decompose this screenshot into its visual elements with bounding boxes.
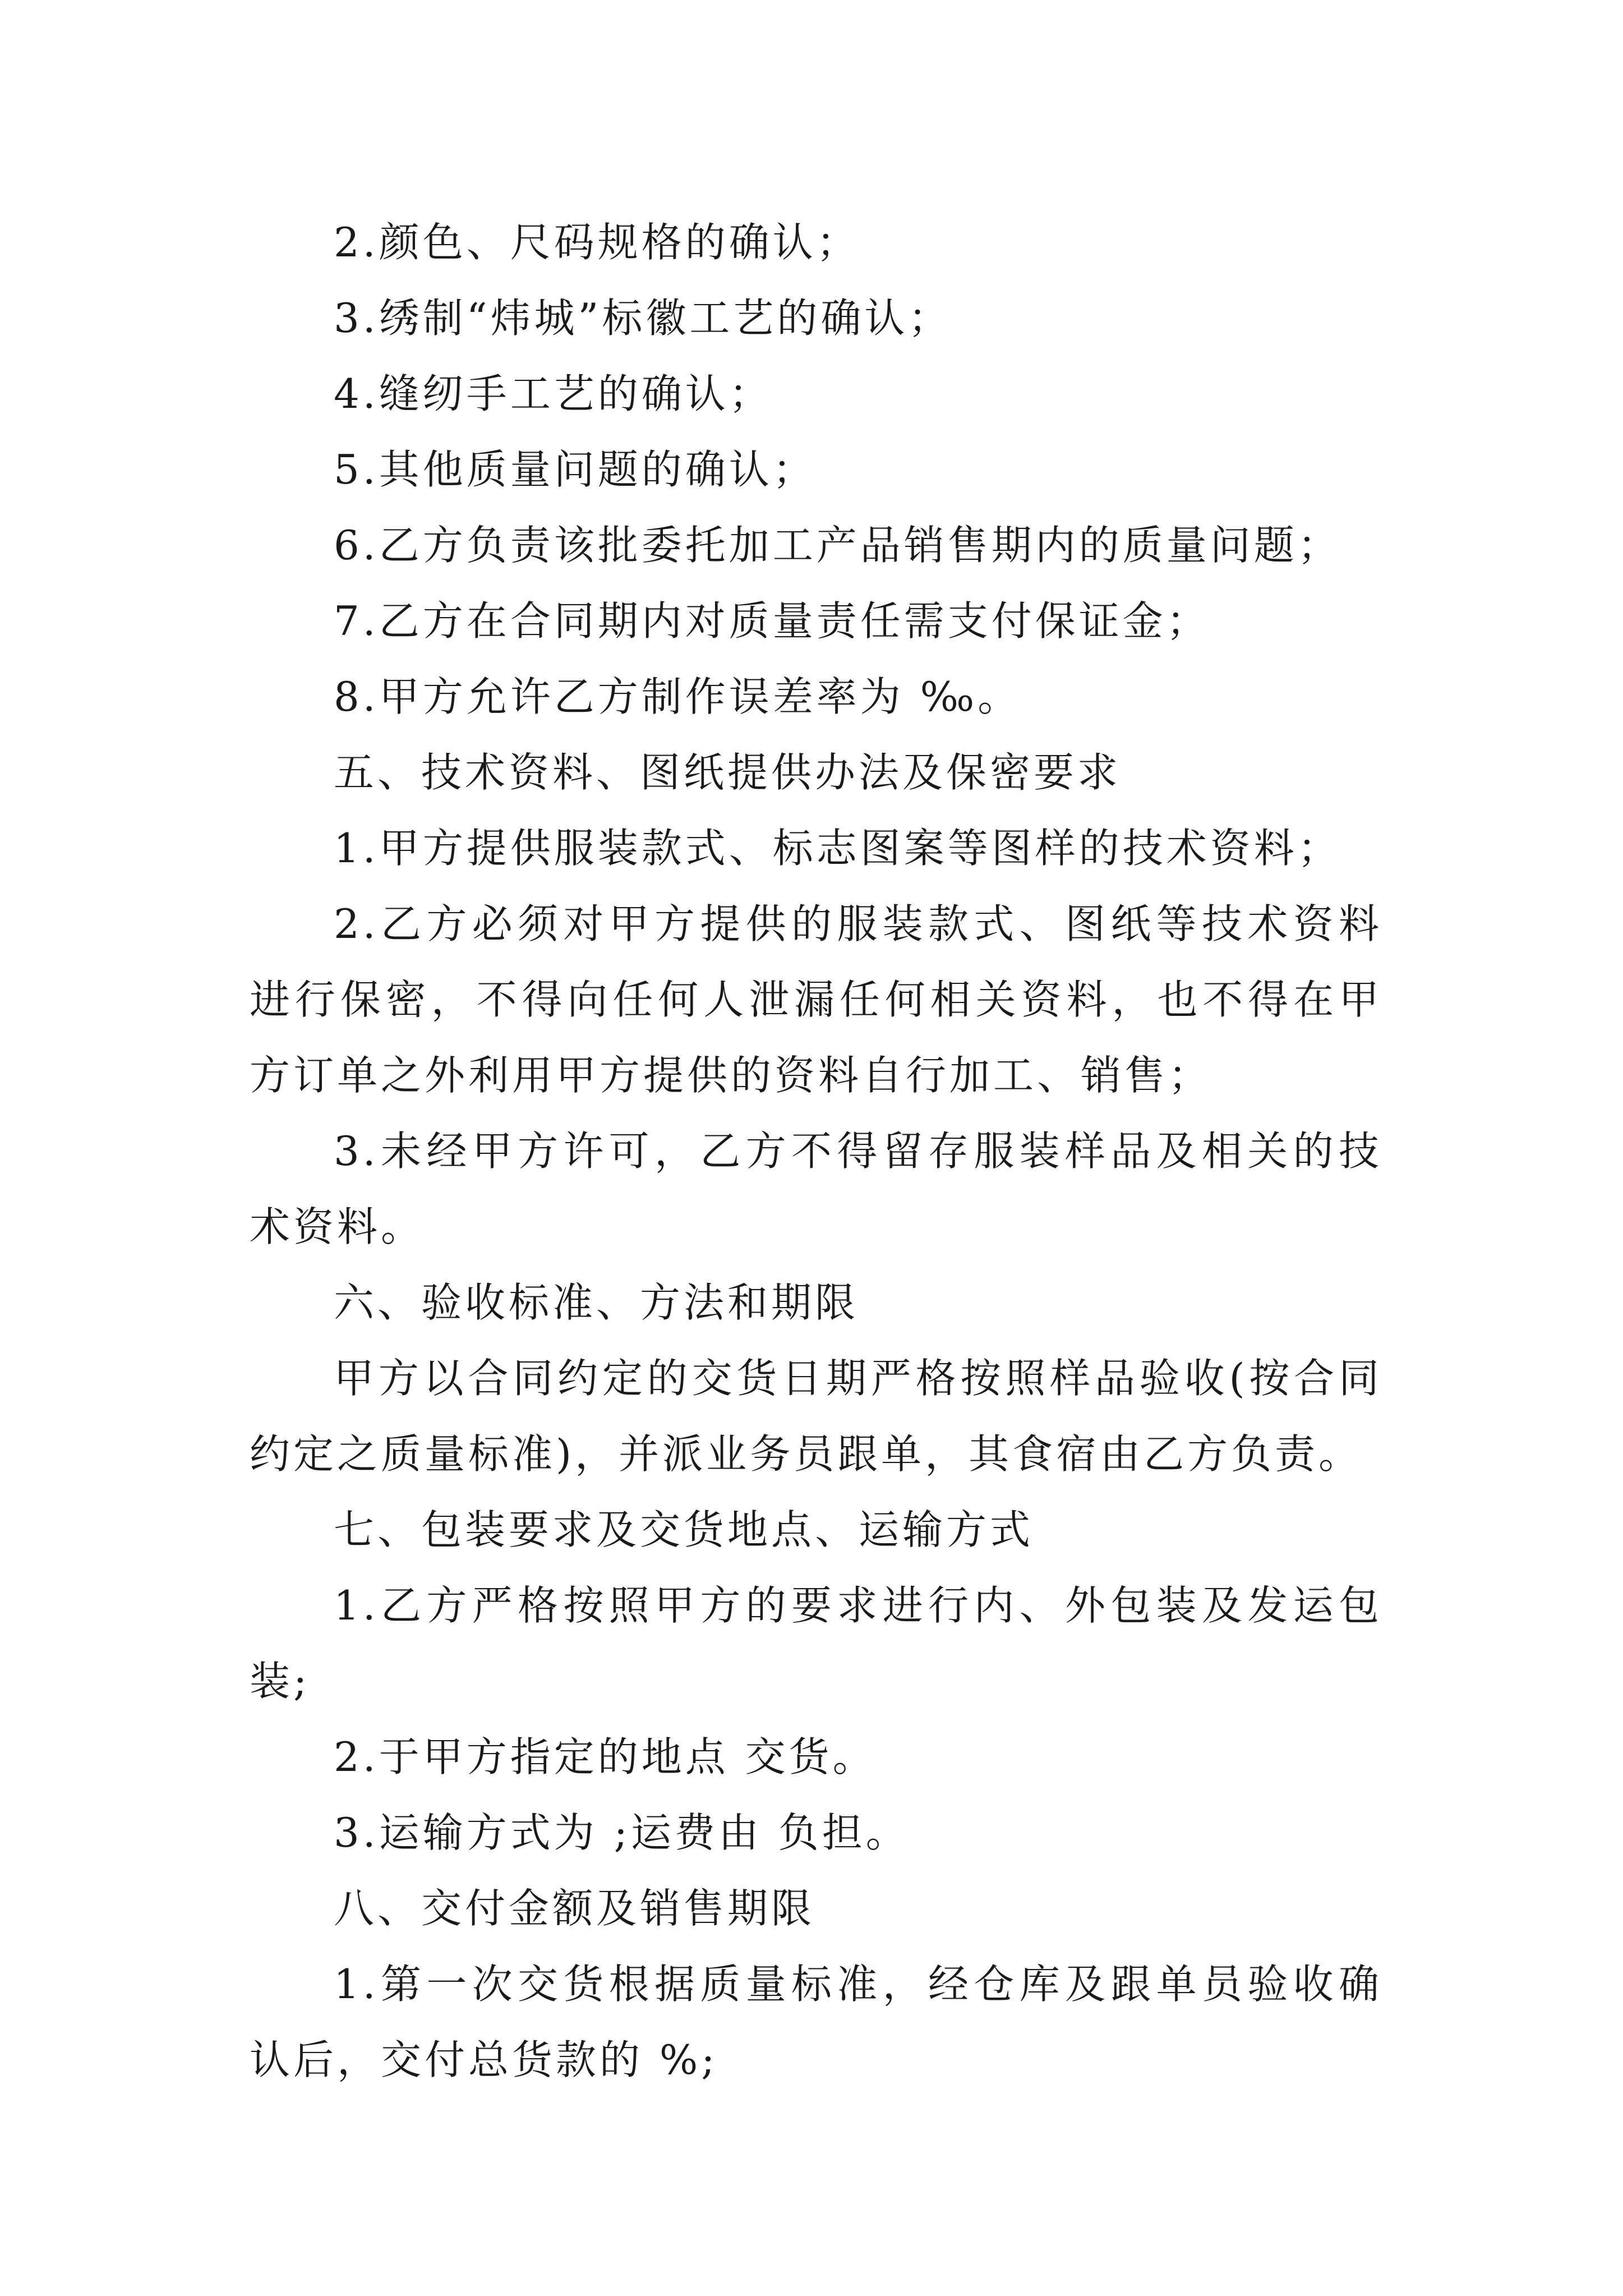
clause-embroidery-logo: 3.绣制“炜城”标徽工艺的确认； <box>334 295 952 342</box>
clause-technical-materials: 1.甲方提供服装款式、标志图案等图样的技术资料； <box>334 825 1341 872</box>
clause-sewing-craft: 4.缝纫手工艺的确认； <box>334 370 773 417</box>
clause-first-payment: 1.第一次交货根据质量标准，经仓库及跟单员验收确认后，交付总货款的 %; <box>250 1961 1382 2083</box>
clause-no-retention: 3.未经甲方许可，乙方不得留存服装样品及相关的技术资料。 <box>250 1128 1382 1250</box>
section-heading-acceptance: 六、验收标准、方法和期限 <box>334 1279 859 1326</box>
clause-transport: 3.运输方式为 ;运费由 负担。 <box>334 1809 910 1856</box>
clause-error-rate: 8.甲方允许乙方制作误差率为 ‰。 <box>334 673 1022 720</box>
clause-packaging: 1.乙方严格按照甲方的要求进行内、外包装及发运包装; <box>250 1582 1382 1705</box>
clause-confidentiality: 2.乙方必须对甲方提供的服装款式、图纸等技术资料进行保密，不得向任何人泄漏任何相关资料，也不得在甲方订单之外利用甲方提供的资料自行加工、销售； <box>250 900 1382 1099</box>
document-body <box>250 205 1382 2098</box>
clause-other-quality: 5.其他质量问题的确认； <box>334 446 817 493</box>
section-heading-payment: 八、交付金额及销售期限 <box>334 1885 815 1932</box>
clause-delivery-location: 2.于甲方指定的地点 交货。 <box>334 1733 877 1780</box>
clause-deposit: 7.乙方在合同期内对质量责任需支付保证金； <box>334 597 1210 645</box>
clause-acceptance-standard: 甲方以合同约定的交货日期严格按照样品验收(按合同约定之质量标准)，并派业务员跟单，其食宿由乙方负责。 <box>250 1355 1382 1478</box>
clause-color-size: 2.颜色、尺码规格的确认； <box>334 219 860 266</box>
clause-quality-responsibility: 6.乙方负责该批委托加工产品销售期内的质量问题； <box>334 522 1341 569</box>
section-heading-technical-data: 五、技术资料、图纸提供办法及保密要求 <box>334 749 1122 796</box>
section-heading-packaging: 七、包装要求及交货地点、运输方式 <box>334 1506 1034 1553</box>
